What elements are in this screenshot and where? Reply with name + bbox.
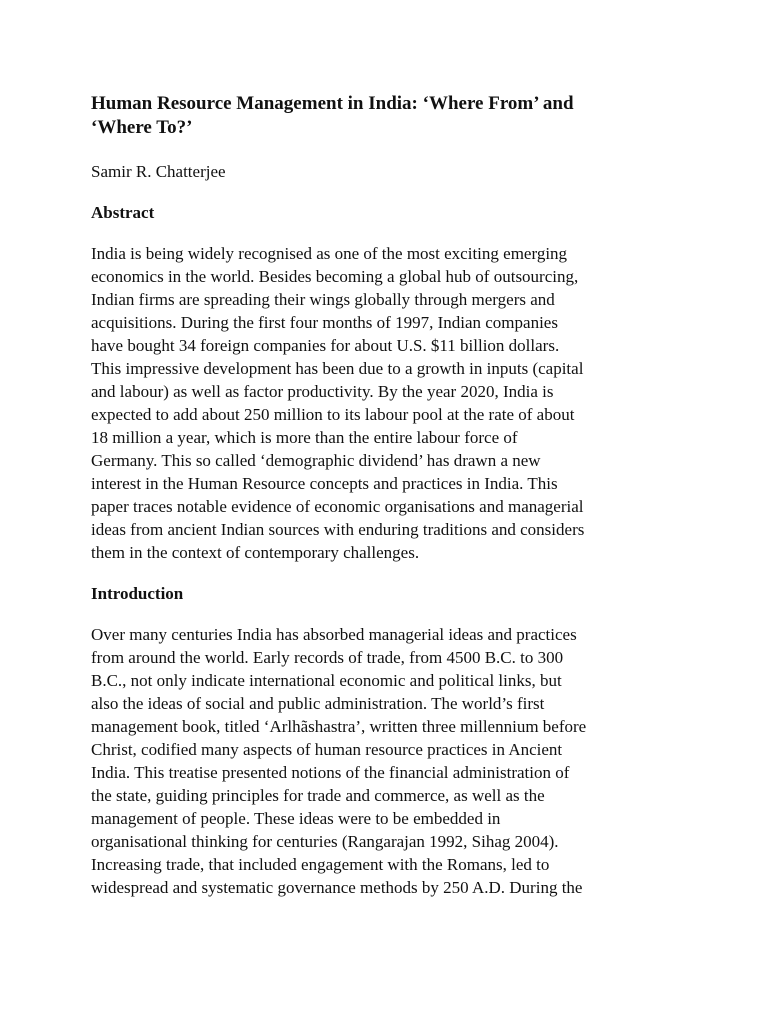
introduction-line: B.C., not only indicate international economic and political links, but [91, 671, 562, 690]
abstract-line: Germany. This so called ‘demographic dividend’ has drawn a new [91, 451, 541, 470]
abstract-heading: Abstract [91, 203, 155, 222]
introduction-line: management book, titled ‘Arlhãshastra’, written three millennium before [91, 717, 587, 736]
abstract-paragraph [91, 242, 681, 564]
abstract-line: India is being widely recognised as one of the most exciting emerging [91, 244, 568, 263]
abstract-line: ideas from ancient Indian sources with enduring traditions and considers [91, 520, 585, 539]
introduction-line: the state, guiding principles for trade and commerce, as well as the [91, 786, 545, 805]
abstract-line: them in the context of contemporary challenges. [91, 543, 420, 562]
abstract-line: have bought 34 foreign companies for about U.S. $11 billion dollars. [91, 336, 560, 355]
introduction-line: widespread and systematic governance methods by 250 A.D. During the [91, 878, 583, 897]
introduction-line: Increasing trade, that included engagement with the Romans, led to [91, 855, 550, 874]
introduction-heading: Introduction [91, 584, 184, 603]
introduction-line: Christ, codified many aspects of human resource practices in Ancient [91, 740, 563, 759]
introduction-line: Over many centuries India has absorbed managerial ideas and practices [91, 625, 577, 644]
document-page [91, 92, 681, 899]
introduction-line: management of people. These ideas were to be embedded in [91, 809, 501, 828]
abstract-line: economics in the world. Besides becoming a global hub of outsourcing, [91, 267, 579, 286]
introduction-line: from around the world. Early records of trade, from 4500 B.C. to 300 [91, 648, 564, 667]
abstract-line: This impressive development has been due to a growth in inputs (capital [91, 359, 584, 378]
abstract-line: and labour) as well as factor productivity. By the year 2020, India is [91, 382, 554, 401]
abstract-line: Indian firms are spreading their wings globally through mergers and [91, 290, 555, 309]
abstract-line: expected to add about 250 million to its labour pool at the rate of about [91, 405, 575, 424]
document-title [91, 92, 681, 140]
abstract-line: acquisitions. During the first four months of 1997, Indian companies [91, 313, 558, 332]
author-name: Samir R. Chatterjee [91, 162, 226, 181]
introduction-line: India. This treatise presented notions of the financial administration of [91, 763, 570, 782]
introduction-paragraph [91, 623, 681, 899]
abstract-line: paper traces notable evidence of economic organisations and managerial [91, 497, 584, 516]
introduction-line: organisational thinking for centuries (Rangarajan 1992, Sihag 2004). [91, 832, 559, 851]
title-line: Human Resource Management in India: ‘Where From’ and [91, 93, 574, 114]
abstract-line: 18 million a year, which is more than the entire labour force of [91, 428, 518, 447]
abstract-line: interest in the Human Resource concepts and practices in India. This [91, 474, 558, 493]
introduction-line: also the ideas of social and public administration. The world’s first [91, 694, 545, 713]
title-line: ‘Where To?’ [91, 117, 193, 138]
